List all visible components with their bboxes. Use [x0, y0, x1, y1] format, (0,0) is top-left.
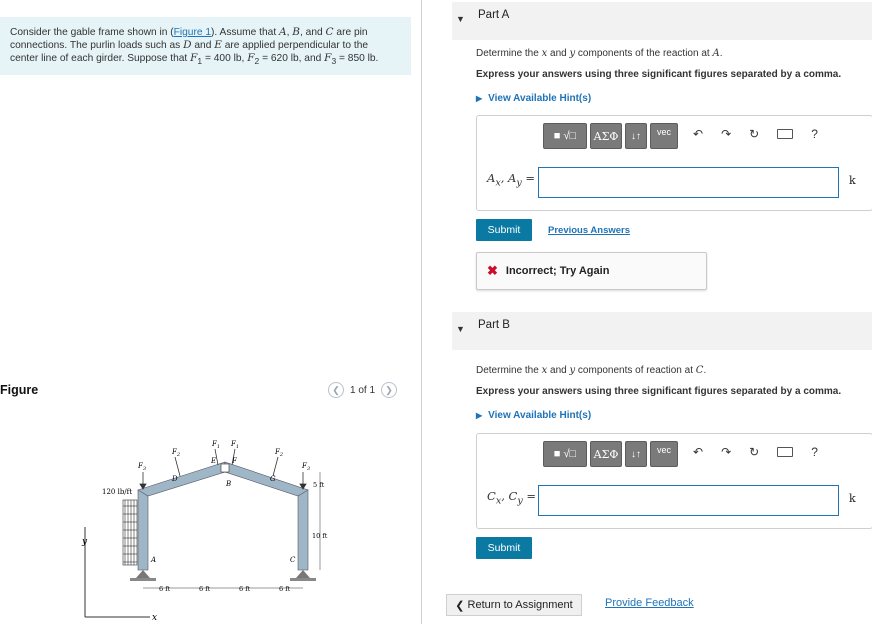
var-x: x: [541, 48, 548, 59]
and-text: , and: [300, 27, 323, 38]
comma: ,: [286, 27, 290, 38]
part-a-question: Determine the x and y components of the reaction at A.: [476, 48, 723, 59]
label-f: F: [232, 457, 237, 465]
help-icon[interactable]: ?: [811, 127, 818, 141]
arrows-button[interactable]: ↓↑: [625, 123, 647, 149]
toolbar-actions: [693, 127, 818, 141]
problem-text: are applied perpendicular to the: [224, 40, 369, 51]
problem-text: are pin: [336, 27, 368, 38]
right-girder: [225, 462, 311, 496]
var-e: E: [214, 39, 222, 51]
part-b-answer-input[interactable]: [538, 485, 839, 516]
x-axis-label: x: [152, 613, 158, 623]
eq-sub: y: [517, 495, 523, 507]
undo-icon[interactable]: ↶: [693, 445, 704, 459]
math-toolbar: [543, 123, 681, 149]
label-f3-left: $F_3$: [138, 462, 147, 472]
height-10ft: 10 ft: [312, 532, 328, 540]
label-b: B: [226, 480, 232, 488]
keyboard-icon[interactable]: [777, 447, 793, 457]
f3-sub: 3: [331, 56, 337, 67]
collapse-triangle-icon[interactable]: ▼: [456, 324, 465, 334]
ground-c: [290, 578, 316, 581]
part-a-title: Part A: [478, 9, 510, 21]
question-text: Determine the: [476, 48, 539, 59]
greek-button[interactable]: ΑΣΦ: [590, 123, 622, 149]
var-a: A: [279, 26, 287, 38]
undo-icon[interactable]: ↶: [693, 127, 704, 141]
dim-6ft-3: 6 ft: [239, 585, 251, 593]
redo-icon[interactable]: ↷: [721, 127, 732, 141]
math-toolbar: [543, 441, 681, 467]
eq-var: C: [508, 489, 518, 503]
part-b-unit: k: [849, 492, 856, 505]
part-b-header[interactable]: [452, 312, 872, 350]
part-b-title: Part B: [478, 319, 510, 331]
feedback-text: Incorrect; Try Again: [505, 265, 610, 277]
error-x-icon: ✖: [487, 263, 498, 278]
question-text: components of reaction at: [577, 365, 693, 376]
reset-icon[interactable]: ↻: [749, 127, 760, 141]
gable-frame-diagram: [80, 432, 340, 624]
var-c: C: [325, 26, 334, 38]
eq-var: C: [487, 489, 496, 503]
part-b-eq-label: $C_x$, $C_y$ =: [487, 489, 537, 507]
part-a-answer-input[interactable]: [538, 167, 839, 198]
question-text: Determine the: [476, 365, 539, 376]
and-text: , and: [298, 53, 322, 64]
var-d: D: [183, 39, 192, 51]
load-label: 120 lb/ft: [102, 488, 133, 496]
part-a-header[interactable]: [452, 2, 872, 40]
part-a-instruction: Express your answers using three significant figures separated by a comma.: [476, 69, 842, 80]
templates-button[interactable]: [543, 441, 587, 467]
label-a: A: [151, 556, 157, 564]
f3-symbol: F: [324, 52, 332, 64]
label-c: C: [290, 556, 296, 564]
label-f1-right: $F_1$: [231, 440, 240, 450]
label-f2-right: $F_2$: [275, 448, 284, 458]
hint-label: View Available Hint(s): [488, 410, 592, 421]
var-y: y: [569, 365, 576, 376]
part-b-submit-button[interactable]: Submit: [476, 537, 532, 559]
label-d: D: [172, 475, 178, 483]
f2-symbol: F: [247, 52, 255, 64]
pin-b: [221, 464, 229, 472]
left-column: [138, 490, 148, 570]
eq-sub: x: [495, 495, 502, 507]
vec-button[interactable]: vec: [650, 123, 678, 149]
part-a-submit-button[interactable]: Submit: [476, 219, 532, 241]
answer-pane: [421, 0, 872, 624]
label-e: E: [211, 457, 217, 465]
problem-text: connections. The purlin loads such as: [10, 40, 181, 51]
toolbar-actions: [693, 445, 818, 459]
return-to-assignment-button[interactable]: [446, 594, 582, 616]
reset-icon[interactable]: ↻: [749, 445, 760, 459]
part-a-eq-label: $A_x$, $A_y$ =: [487, 171, 536, 189]
f2-sub: 2: [254, 56, 260, 67]
problem-text: ). Assume that: [211, 27, 277, 38]
dim-6ft-4: 6 ft: [279, 585, 291, 593]
and-text: and: [550, 365, 567, 376]
part-a-answer-box: [476, 115, 872, 211]
label-f2-left: $F_2$: [172, 448, 181, 458]
part-a-unit: k: [849, 174, 856, 187]
part-b-instruction: Express your answers using three significant figures separated by a comma.: [476, 386, 842, 397]
part-a-hint[interactable]: [476, 93, 591, 104]
question-text: components of the reaction at: [577, 48, 710, 59]
f1-value: = 400 lb: [202, 53, 242, 64]
incorrect-feedback: [476, 252, 707, 290]
sqrt-icon: √□: [563, 130, 577, 142]
point-a: A: [712, 48, 720, 59]
chevron-left-icon[interactable]: ❮: [328, 382, 344, 398]
label-g: G: [270, 475, 276, 483]
f1-symbol: F: [190, 52, 198, 64]
point-c: C: [695, 365, 704, 376]
eq-var: A: [487, 171, 496, 185]
hint-triangle-icon: ▶: [476, 411, 483, 420]
chevron-right-icon[interactable]: ❯: [381, 382, 397, 398]
height-5ft: 5 ft: [313, 481, 325, 489]
sqrt-icon: √□: [563, 448, 577, 460]
problem-statement: Consider the gable frame shown in (Figure 1). Assume that A, B, and C are pin connections. The purlin loads such as D and E are applied perpendicular to the center line of each girder. Suppose that $F_1 = 400$ lb, $F_2 = 620$ lb, and $F_3 = 850$ lb.: [0, 17, 411, 75]
problem-pane: [0, 0, 420, 624]
f2-value: = 620 lb: [259, 53, 299, 64]
return-label: Return to Assignment: [467, 599, 573, 611]
left-girder: [138, 462, 225, 496]
help-icon[interactable]: ?: [811, 445, 818, 459]
and-text: and: [550, 48, 567, 59]
template-icon: ■: [553, 448, 561, 460]
eq-sub: x: [495, 177, 501, 189]
redo-icon[interactable]: ↷: [721, 445, 732, 459]
label-f1-left: $F_1$: [212, 440, 221, 450]
keyboard-icon[interactable]: [777, 129, 793, 139]
f3-value: = 850 lb: [336, 53, 376, 64]
part-b-question: Determine the x and y components of reaction at C.: [476, 365, 707, 376]
vec-button[interactable]: vec: [650, 441, 678, 467]
chevron-left-icon: ❮: [455, 599, 468, 612]
eq-var: A: [508, 171, 517, 185]
problem-text: center line of each girder. Suppose that: [10, 53, 188, 64]
provide-feedback-link[interactable]: Provide Feedback: [605, 597, 694, 609]
comma: ,: [241, 53, 245, 64]
support-a: [136, 570, 150, 578]
arrows-button[interactable]: ↓↑: [625, 441, 647, 467]
dim-6ft-2: 6 ft: [199, 585, 211, 593]
f1-sub: 1: [197, 56, 203, 67]
page-indicator: 1 of 1: [350, 384, 376, 396]
eq-sub: y: [516, 177, 522, 189]
template-icon: ■: [553, 130, 561, 142]
previous-answers-link[interactable]: Previous Answers: [548, 225, 631, 236]
var-b: B: [292, 26, 300, 38]
y-axis-label: y: [82, 537, 88, 547]
hint-label: View Available Hint(s): [488, 93, 592, 104]
figure-heading: Figure: [0, 383, 39, 397]
part-b-answer-box: [476, 433, 872, 529]
ground-a: [130, 578, 156, 581]
templates-button[interactable]: [543, 123, 587, 149]
part-b-hint[interactable]: [476, 410, 591, 421]
greek-button[interactable]: ΑΣΦ: [590, 441, 622, 467]
problem-text: Consider the gable frame shown in (: [10, 27, 174, 38]
figure-pager: [328, 382, 397, 398]
dim-6ft-1: 6 ft: [159, 585, 171, 593]
figure-link[interactable]: Figure 1: [173, 27, 212, 38]
var-y: y: [569, 48, 576, 59]
hint-triangle-icon: ▶: [476, 94, 483, 103]
collapse-triangle-icon[interactable]: ▼: [456, 14, 465, 24]
label-f3-right: $F_3$: [302, 462, 311, 472]
right-column: [298, 490, 308, 570]
var-x: x: [541, 365, 548, 376]
support-c: [296, 570, 310, 578]
